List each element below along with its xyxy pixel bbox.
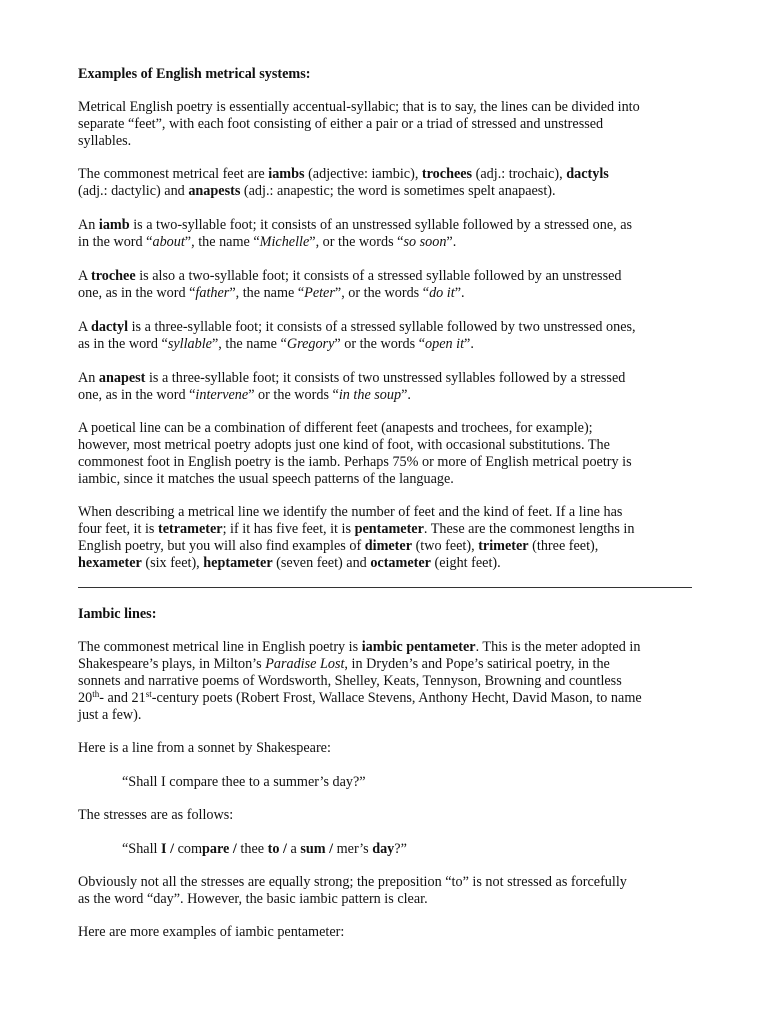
text-line: A poetical line can be a combination of different feet (anapests and trochees, for example); <box>78 420 593 436</box>
example-name: Michelle <box>259 234 310 250</box>
stressed-syllable: day <box>372 841 395 857</box>
text-span: 20 <box>78 690 93 706</box>
term-dactyl: dactyl <box>91 319 129 335</box>
shakespeare-quote: “Shall I compare thee to a summer’s day?” <box>122 774 366 790</box>
foot-separator: / <box>229 841 241 857</box>
ordinal-suffix: st <box>145 689 152 699</box>
text-line: however, most metrical poetry adopts just one kind of foot, with occasional substitutions. The <box>78 437 610 453</box>
text-span: a <box>290 841 301 857</box>
text-span: (adj.: trochaic), <box>472 166 567 182</box>
more-examples-intro: Here are more examples of iambic pentameter: <box>78 924 345 940</box>
term-trochees: trochees <box>421 166 473 182</box>
text-line: Obviously not all the stresses are equally strong; the preposition “to” is not stressed as forcefully <box>78 874 627 890</box>
term-hexameter: hexameter <box>78 555 142 571</box>
example-word: about <box>152 234 185 250</box>
text-span: (adj.: anapestic; the word is sometimes spelt anapaest). <box>240 183 556 199</box>
text-line: separate “feet”, with each foot consisting of either a pair or a triad of stressed and unstressed <box>78 116 604 132</box>
text-span: ; if it has five feet, it is <box>222 521 355 537</box>
text-span: The commonest metrical line in English poetry is <box>78 639 362 655</box>
text-span: com <box>177 841 203 857</box>
text-span: ”, the name “ <box>211 336 287 352</box>
example-word: intervene <box>195 387 249 403</box>
text-span: The commonest metrical feet are <box>78 166 269 182</box>
text-span: ” or the words “ <box>248 387 339 403</box>
text-line <box>78 521 634 538</box>
term-iambs: iambs <box>268 166 305 182</box>
term-tetrameter: tetrameter <box>157 521 223 537</box>
text-span: ”, the name “ <box>229 285 305 301</box>
text-span: ?” <box>394 841 407 857</box>
text-line: as the word “day”. However, the basic iambic pattern is clear. <box>78 891 428 907</box>
text-span: as in the word “ <box>78 336 168 352</box>
term-iamb: iamb <box>98 217 130 233</box>
text-line <box>78 183 556 200</box>
text-line <box>78 538 598 555</box>
text-span: ” or the words “ <box>334 336 425 352</box>
stressed-syllable: pare <box>202 841 230 857</box>
text-line <box>78 268 622 285</box>
text-line <box>78 370 625 387</box>
text-line <box>78 217 632 234</box>
term-heptameter: heptameter <box>203 555 273 571</box>
text-span: ”. <box>454 285 465 301</box>
text-span: ”. <box>401 387 411 403</box>
example-name: Gregory <box>286 336 335 352</box>
text-line <box>78 336 474 353</box>
text-line <box>78 387 411 404</box>
term-anapests: anapests <box>188 183 241 199</box>
text-span: thee <box>240 841 268 857</box>
foot-separator: / <box>325 841 337 857</box>
text-span: one, as in the word “ <box>78 387 196 403</box>
text-line <box>78 656 610 673</box>
example-words: in the soup <box>338 387 402 403</box>
text-span: (two feet), <box>412 538 479 554</box>
text-span: A <box>78 319 92 335</box>
work-title: Paradise Lost <box>265 656 345 672</box>
text-line <box>78 690 642 707</box>
text-span: -century poets (Robert Frost, Wallace Stevens, Anthony Hecht, David Mason, to name <box>151 690 642 706</box>
text-span: in the word “ <box>78 234 153 250</box>
horizontal-rule-divider <box>78 587 692 588</box>
text-span: Shakespeare’s plays, in Milton’s <box>78 656 266 672</box>
text-span: ”, the name “ <box>184 234 260 250</box>
text-line <box>78 285 465 302</box>
example-word: father <box>195 285 230 301</box>
text-line: sonnets and narrative poems of Wordsworth, Shelley, Keats, Tennyson, Browning and countless <box>78 673 622 689</box>
foot-separator: / <box>166 841 178 857</box>
text-span: (three feet), <box>528 538 599 554</box>
text-span: An <box>78 217 99 233</box>
example-word: syllable <box>167 336 212 352</box>
text-span: mer’s <box>336 841 373 857</box>
term-trimeter: trimeter <box>478 538 529 554</box>
text-span: (seven feet) and <box>272 555 371 571</box>
term-octameter: octameter <box>370 555 431 571</box>
text-span: ”, or the words “ <box>309 234 404 250</box>
text-span: is also a two-syllable foot; it consists of a stressed syllable followed by an unstressed <box>135 268 622 284</box>
text-span: A <box>78 268 92 284</box>
text-span: one, as in the word “ <box>78 285 196 301</box>
text-span: An <box>78 370 99 386</box>
stressed-line <box>122 841 407 858</box>
term-pentameter: pentameter <box>354 521 424 537</box>
term-anapest: anapest <box>98 370 146 386</box>
text-line: commonest foot in English poetry is the iamb. Perhaps 75% or more of English metrical poetry is <box>78 454 632 470</box>
stressed-syllable: I <box>161 841 167 857</box>
text-line <box>78 639 640 656</box>
text-span: - and 21 <box>99 690 146 706</box>
text-line <box>78 555 501 572</box>
text-line: When describing a metrical line we identify the number of feet and the kind of feet. If a line has <box>78 504 623 520</box>
example-name: Peter <box>304 285 335 301</box>
shakespeare-intro: Here is a line from a sonnet by Shakespeare: <box>78 740 331 756</box>
text-span: ”. <box>464 336 474 352</box>
text-span: English poetry, but you will also find examples of <box>78 538 365 554</box>
text-span: four feet, it is <box>78 521 158 537</box>
text-span: (adj.: dactylic) and <box>78 183 189 199</box>
stressed-syllable: to <box>267 841 280 857</box>
example-words: do it <box>429 285 455 301</box>
term-dimeter: dimeter <box>364 538 413 554</box>
text-line: iambic, since it matches the usual speech patterns of the language. <box>78 471 454 487</box>
text-span: (six feet), <box>141 555 204 571</box>
text-line <box>78 234 456 251</box>
text-span: . These are the commonest lengths in <box>423 521 635 537</box>
section-heading-metrical-systems: Examples of English metrical systems: <box>78 66 311 82</box>
text-line: syllables. <box>78 133 132 149</box>
text-span: ”. <box>446 234 457 250</box>
text-span: . This is the meter adopted in <box>475 639 641 655</box>
ordinal-suffix: th <box>92 689 100 699</box>
text-span: “Shall <box>122 841 162 857</box>
text-span: (adjective: iambic), <box>304 166 422 182</box>
text-span: is a three-syllable foot; it consists of two unstressed syllables followed by a stressed <box>145 370 626 386</box>
text-line: Metrical English poetry is essentially accentual-syllabic; that is to say, the lines can be divided into <box>78 99 640 115</box>
text-line <box>78 166 609 183</box>
stress-intro: The stresses are as follows: <box>78 807 234 823</box>
example-words: so soon <box>403 234 447 250</box>
example-words: open it <box>425 336 465 352</box>
text-line <box>78 319 636 336</box>
term-iambic-pentameter: iambic pentameter <box>361 639 476 655</box>
text-span: is a two-syllable foot; it consists of an unstressed syllable followed by a stressed one, as <box>129 217 633 233</box>
text-line: just a few). <box>78 707 142 723</box>
term-dactyls: dactyls <box>566 166 609 182</box>
term-trochee: trochee <box>91 268 136 284</box>
stressed-syllable: sum <box>300 841 326 857</box>
foot-separator: / <box>279 841 291 857</box>
text-span: , in Dryden’s and Pope’s satirical poetry, in the <box>344 656 610 672</box>
section-heading-iambic-lines: Iambic lines: <box>78 606 157 622</box>
text-span: is a three-syllable foot; it consists of a stressed syllable followed by two unstressed ones, <box>128 319 636 335</box>
text-span: (eight feet). <box>430 555 501 571</box>
text-span: ”, or the words “ <box>334 285 430 301</box>
